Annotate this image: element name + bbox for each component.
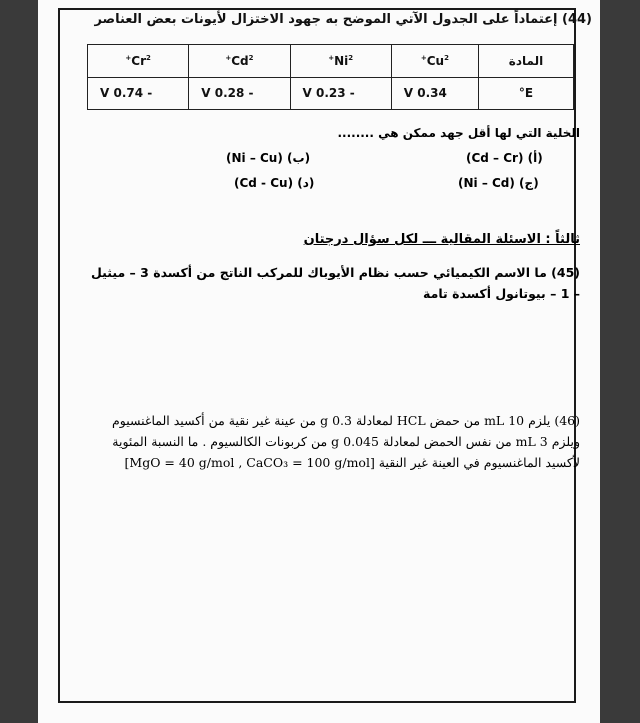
question-44-title: (44) إعتماداً على الجدول الآتي الموضح به جهود الاختزال لأيونات بعض العناصر (94, 12, 592, 27)
table-row (88, 45, 574, 78)
question-46-line-2: ويلزم 3 mL من نفس الحمض لمعادلة 0.045 g من كربونات الكالسيوم . ما النسبة المئوية (112, 434, 580, 449)
question-46-line-3: لأكسيد الماغنسيوم في العينة غير النقية [MgO = 40 g/mol , CaCO₃ = 100 g/mol] (124, 455, 580, 470)
section-3-heading: ثالثاً : الاسئلة المقالية ـــ لكل سؤال درجتان (303, 232, 580, 247)
reduction-potential-table (87, 44, 574, 110)
table-cell-ion: $Cu^{2+}$ (391, 45, 478, 78)
question-46-line-1: (46) يلزم 10 mL من حمض HCL لمعادلة 0.3 g من عينة غير نقية من أكسيد الماغنسيوم (112, 413, 580, 428)
question-46 (80, 410, 580, 473)
table-cell-value: - 0.74 V (88, 77, 189, 110)
table-cell-value: 0.34 V (391, 77, 478, 110)
table-cell-ion: $Cd^{2+}$ (189, 45, 290, 78)
table-cell-value: - 0.23 V (290, 77, 391, 110)
table-row (88, 77, 574, 110)
question-45: (45) ما الاسم الكيميائي حسب نظام الأيوباك للمركب الناتج من أكسدة 3 – ميثيل – 1 – بيوتانول أكسدة تامة (90, 265, 580, 301)
document-page (38, 0, 600, 723)
table-header-potential: E° (479, 77, 574, 110)
option-d: (Cd - Cu) (د) (234, 176, 315, 190)
option-b: (Ni – Cu) (ب) (226, 151, 311, 165)
option-a: (Cd – Cr) (أ) (466, 151, 543, 165)
page-border (58, 8, 576, 703)
table-header-substance: المادة (479, 45, 574, 78)
table-cell-ion: $Ni^{2+}$ (290, 45, 391, 78)
table-cell-value: - 0.28 V (189, 77, 290, 110)
option-c: (Ni – Cd) (ج) (458, 176, 539, 190)
question-44-prompt: الخلية التي لها أقل جهد ممكن هي ........ (337, 126, 580, 140)
table-cell-ion: $Cr^{2+}$ (88, 45, 189, 78)
